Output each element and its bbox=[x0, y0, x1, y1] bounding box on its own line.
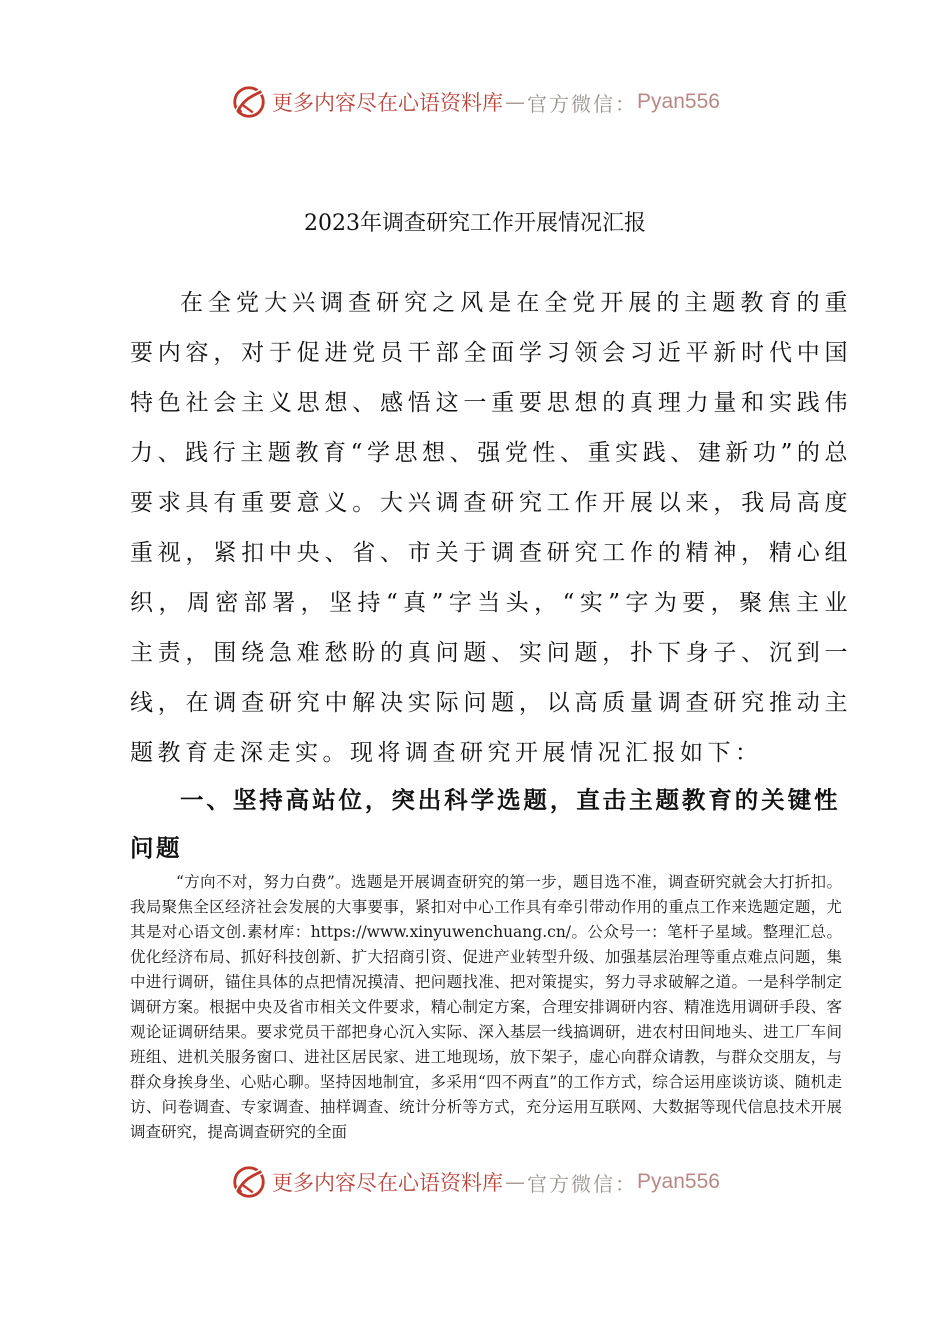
official-wechat-label: 官方微信： bbox=[527, 91, 638, 116]
wechat-id: Pyan556 bbox=[637, 1170, 720, 1193]
document-title: 2023年调查研究工作开展情况汇报 bbox=[304, 211, 646, 236]
banner-dash: — bbox=[505, 90, 526, 114]
footer-watermark-banner bbox=[0, 1162, 950, 1202]
banner-dash: — bbox=[505, 1170, 526, 1194]
brand-text: 更多内容尽在心语资料库 bbox=[272, 91, 504, 115]
pen-ribbon-logo-icon bbox=[230, 1163, 268, 1201]
section-1-body: “方向不对，努力白费”。选题是开展调查研究的第一步，题目选不准，调查研究就会大打折扣。我局聚焦全区经济社会发展的大事要事，紧扣对中心工作具有牵引带动作用的重点工作来选题定题，尤其是对心语文创.素材库：https://www.xinyuwenchuang.cn/。公众号一：笔杆子星域。整理汇总。优化经济布局、抓好科技创新、扩大招商引资、促进产业转型升级、加强基层治理等重点难点问题，集中进行调研，锚住具体的点把情况摸清、把问题找准、把对策提实，努力寻求破解之道。一是科学制定调研方案。根据中央及省市相关文件要求，精心制定方案，合理安排调研内容、精准选用调研手段、客观论证调研结果。要求党员干部把身心沉入实际、深入基层一线搞调研，进农村田间地头、进工厂车间班组、进机关服务窗口、进社区居民家、进工地现场，放下架子，虚心向群众请教，与群众交朋友，与群众身挨身坐、心贴心聊。坚持因地制宜，多采用“四不两直”的工作方式，综合运用座谈访谈、随机走访、问卷调查、专家调查、抽样调查、统计分析等方式，充分运用互联网、大数据等现代信息技术开展调查研究，提高调查研究的全面 bbox=[130, 873, 842, 1141]
intro-paragraph: 在全党大兴调查研究之风是在全党开展的主题教育的重要内容，对于促进党员干部全面学习领会习近平新时代中国特色社会主义思想、感悟这一重要思想的真理力量和实践伟力、践行主题教育“学思想、强党性、重实践、建新功”的总要求具有重要意义。大兴调查研究工作开展以来，我局高度重视，紧扣中央、省、市关于调查研究工作的精神，精心组织，周密部署，坚持“真”字当头，“实”字为要，聚焦主业主责，围绕急难愁盼的真问题、实问题，扑下身子、沉到一线，在调查研究中解决实际问题，以高质量调查研究推动主题教育走深走实。现将调查研究开展情况汇报如下： bbox=[130, 290, 852, 766]
section-1-heading: 一、坚持高站位，突出科学选题，直击主题教育的关键性问题 bbox=[130, 786, 840, 862]
official-wechat-label: 官方微信： bbox=[527, 1171, 638, 1196]
brand-text: 更多内容尽在心语资料库 bbox=[272, 1171, 504, 1195]
header-watermark-banner bbox=[0, 82, 950, 122]
wechat-id: Pyan556 bbox=[637, 90, 720, 113]
pen-ribbon-logo-icon bbox=[230, 83, 268, 121]
